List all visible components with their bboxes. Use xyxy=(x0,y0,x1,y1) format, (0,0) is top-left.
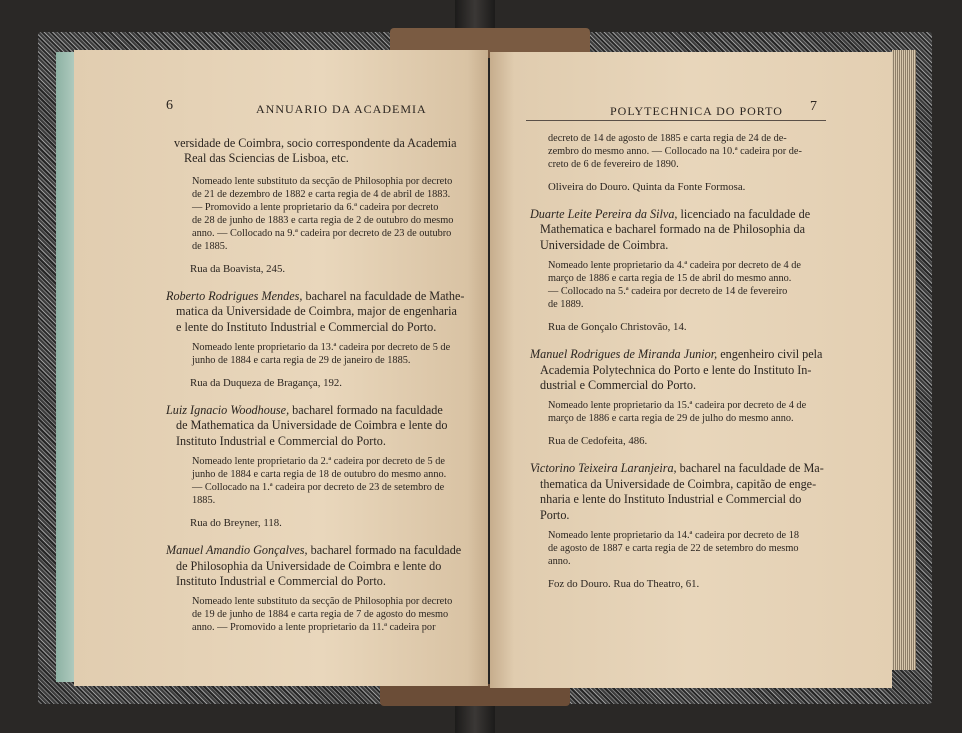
page-number: 6 xyxy=(166,98,173,113)
continued-entry xyxy=(174,136,474,167)
entry-duarte-leite-pereira-da-silva xyxy=(530,207,850,253)
header-rule xyxy=(526,120,826,121)
address: Oliveira do Douro. Quinta da Fonte Formosa. xyxy=(548,181,746,193)
entry-line: e lente do Instituto Industrial e Commercial do Porto. xyxy=(176,319,437,334)
note-line: 1885. xyxy=(192,495,216,507)
note-line: Nomeado lente substituto da secção de Philosophia por decreto xyxy=(192,596,453,608)
running-head: POLYTECHNICA DO PORTO xyxy=(610,104,783,118)
entry-line: Porto. xyxy=(540,507,570,522)
note-line: zembro do mesmo anno. — Collocado na 10.ª cadeira por de- xyxy=(548,146,802,157)
appointment-note xyxy=(174,455,474,507)
appointment-note xyxy=(530,399,850,425)
entry-line: thematica da Universidade de Coimbra, capitão de enge- xyxy=(540,476,817,491)
note-line: de 19 de junho de 1884 e carta regia de 7 de agosto do mesmo xyxy=(192,609,449,621)
address: Rua do Breyner, 118. xyxy=(190,517,282,530)
note-line: Nomeado lente substituto da secção de Philosophia por decreto xyxy=(192,175,453,187)
note-line: Nomeado lente proprietario da 2.ª cadeira por decreto de 5 de xyxy=(192,456,445,468)
note-line: Nomeado lente proprietario da 13.ª cadeira por decreto de 5 de xyxy=(192,342,451,354)
appointment-note xyxy=(174,175,474,253)
address: Rua da Duqueza de Bragança, 192. xyxy=(190,377,342,390)
entry-line: bacharel na faculdade de Ma- xyxy=(676,461,824,476)
address: Foz do Douro. Rua do Theatro, 61. xyxy=(548,578,700,591)
entry-manuel-rodrigues-de-miranda-junior xyxy=(530,347,850,393)
entry-manuel-amandio-goncalves xyxy=(166,543,474,589)
entry-line: engenheiro civil pela xyxy=(717,347,823,362)
entry-line: Instituto Industrial e Commercial do Porto. xyxy=(176,433,386,448)
entry-line: Mathematica e bacharel formado na de Philosophia da xyxy=(540,222,805,237)
entry-line: bacharel formado na faculdade xyxy=(289,403,443,418)
note-line: junho de 1884 e carta regia de 18 de outubro do mesmo anno. xyxy=(192,469,447,481)
entry-line: Academia Polytechnica do Porto e lente do Instituto In- xyxy=(540,362,812,377)
note-line: creto de 6 de fevereiro de 1890. xyxy=(548,159,679,170)
note-line: junho de 1884 e carta regia de 29 de janeiro de 1885. xyxy=(192,355,411,367)
appointment-note xyxy=(530,132,850,171)
appointment-note xyxy=(174,341,474,367)
address: Rua de Gonçalo Christovão, 14. xyxy=(548,321,687,334)
person-name: Manuel Rodrigues de Miranda Junior, xyxy=(530,347,718,362)
note-line: — Promovido a lente proprietario da 6.ª cadeira por decreto xyxy=(192,201,439,213)
person-name: Roberto Rodrigues Mendes, xyxy=(166,288,303,303)
entry-line: Universidade de Coimbra. xyxy=(540,237,669,252)
entry-line: de Philosophia da Universidade de Coimbra e lente do xyxy=(176,558,442,573)
entry-line: de Mathematica da Universidade de Coimbra e lente do xyxy=(176,418,448,433)
note-line: anno. — Collocado na 9.ª cadeira por decreto de 23 de outubro xyxy=(192,227,452,239)
address: Rua da Boavista, 245. xyxy=(190,262,286,275)
person-name: Duarte Leite Pereira da Silva, xyxy=(530,207,678,221)
entry-line: Real das Sciencias de Lisboa, etc. xyxy=(184,151,349,166)
person-name: Manuel Amandio Gonçalves, xyxy=(166,543,308,558)
note-line: anno. — Promovido a lente proprietario da 11.ª cadeira por xyxy=(192,622,436,634)
entry-victorino-teixeira-laranjeira xyxy=(530,461,850,523)
person-name: Victorino Teixeira Laranjeira, xyxy=(530,461,677,476)
note-line: de 1889. xyxy=(548,299,584,311)
right-page xyxy=(490,52,892,688)
appointment-note xyxy=(174,595,474,634)
note-line: de 1885. xyxy=(192,240,228,252)
note-line: — Collocado na 1.ª cadeira por decreto de 23 de setembro de xyxy=(192,482,445,494)
entry-line: Instituto Industrial e Commercial do Porto. xyxy=(176,574,386,589)
note-line: — Collocado na 5.ª cadeira por decreto de 14 de fevereiro xyxy=(548,286,788,298)
page-edges xyxy=(892,50,916,670)
note-line: anno. xyxy=(548,556,571,568)
entry-line: bacharel formado na faculdade xyxy=(307,543,462,558)
entry-luiz-ignacio-woodhouse xyxy=(166,403,474,449)
entry-line: dustrial e Commercial do Porto. xyxy=(540,378,697,393)
note-line: março de 1886 e carta regia de 29 de julho do mesmo anno. xyxy=(548,413,794,425)
entry-line: bacharel na faculdade de Mathe- xyxy=(302,288,465,303)
left-page-content xyxy=(166,136,474,634)
page-number: 7 xyxy=(810,99,817,114)
entry-line: licenciado na faculdade de xyxy=(677,207,811,221)
address: Rua de Cedofeita, 486. xyxy=(548,435,648,448)
right-page-content xyxy=(530,132,850,590)
note-line: Nomeado lente proprietario da 14.ª cadeira por decreto de 18 xyxy=(548,530,800,542)
person-name: Luiz Ignacio Woodhouse, xyxy=(166,403,290,418)
note-line: de 21 de dezembro de 1882 e carta regia de 4 de abril de 1883. xyxy=(192,188,451,200)
entry-line: nharia e lente do Instituto Industrial e Commercial do xyxy=(540,492,802,507)
left-page xyxy=(74,50,488,686)
note-line: decreto de 14 de agosto de 1885 e carta regia de 24 de de- xyxy=(548,133,787,144)
entry-line: versidade de Coimbra, socio correspondente da Academia xyxy=(174,136,457,150)
note-line: de agosto de 1887 e carta regia de 22 de setembro do mesmo xyxy=(548,543,799,555)
entry-roberto-rodrigues-mendes xyxy=(166,289,474,335)
running-head: ANNUARIO DA ACADEMIA xyxy=(256,102,427,116)
note-line: março de 1886 e carta regia de 15 de abril do mesmo anno. xyxy=(548,273,792,285)
appointment-note xyxy=(530,529,850,568)
note-line: Nomeado lente proprietario da 15.ª cadeira por decreto de 4 de xyxy=(548,400,807,412)
note-line: Nomeado lente proprietario da 4.ª cadeira por decreto de 4 de xyxy=(548,260,801,272)
note-line: de 28 de junho de 1883 e carta regia de 2 de outubro do mesmo xyxy=(192,214,454,226)
appointment-note xyxy=(530,259,850,311)
entry-line: matica da Universidade de Coimbra, major de engenharia xyxy=(176,304,457,319)
